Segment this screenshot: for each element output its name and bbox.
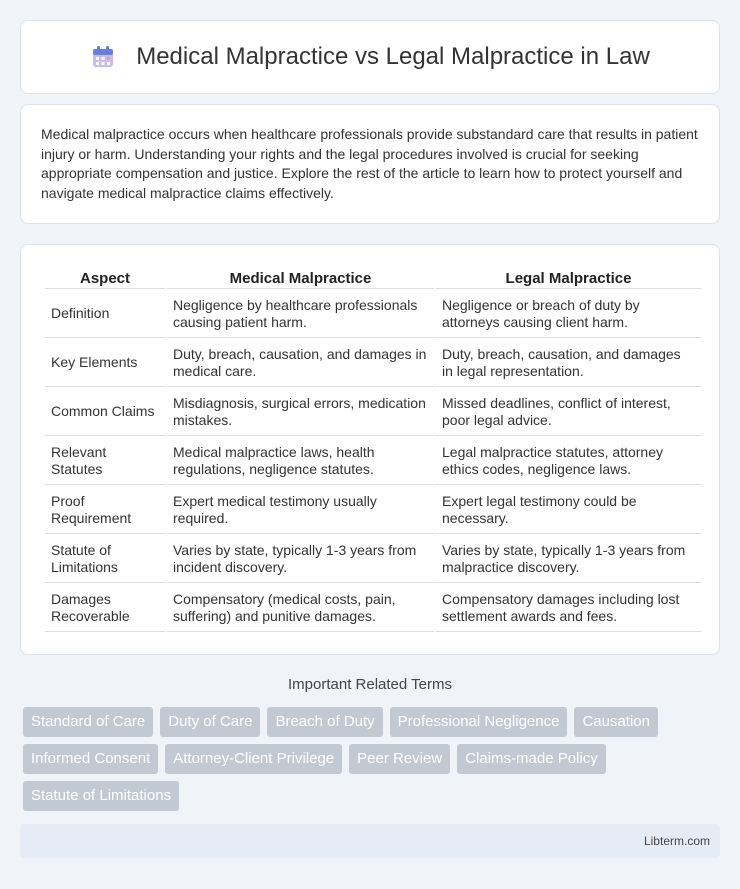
row-medical: Medical malpractice laws, health regulations, negligence statutes. [167, 438, 434, 485]
header-aspect: Aspect [45, 267, 165, 289]
row-medical: Duty, breach, causation, and damages in medical care. [167, 340, 434, 387]
tag-peer-review[interactable]: Peer Review [349, 744, 450, 774]
row-aspect: Statute of Limitations [45, 536, 165, 583]
comparison-table [43, 265, 703, 634]
table-row [45, 487, 701, 534]
row-aspect: Definition [45, 291, 165, 338]
row-medical: Compensatory (medical costs, pain, suffering) and punitive damages. [167, 585, 434, 632]
row-legal: Legal malpractice statutes, attorney ethics codes, negligence laws. [436, 438, 701, 485]
row-aspect: Damages Recoverable [45, 585, 165, 632]
row-medical: Misdiagnosis, surgical errors, medication mistakes. [167, 389, 434, 436]
comparison-table-card [20, 244, 720, 655]
tag-claims-made-policy[interactable]: Claims-made Policy [457, 744, 606, 774]
intro-card [20, 104, 720, 224]
footer-site-link[interactable]: Libterm.com [643, 834, 710, 848]
tag-attorney-client-privilege[interactable]: Attorney-Client Privilege [165, 744, 342, 774]
row-aspect: Proof Requirement [45, 487, 165, 534]
title-card [20, 20, 720, 94]
row-legal: Expert legal testimony could be necessary. [436, 487, 701, 534]
row-legal: Varies by state, typically 1-3 years from malpractice discovery. [436, 536, 701, 583]
row-aspect: Common Claims [45, 389, 165, 436]
row-legal: Negligence or breach of duty by attorneys causing client harm. [436, 291, 701, 338]
row-medical: Negligence by healthcare professionals causing patient harm. [167, 291, 434, 338]
tag-standard-of-care[interactable]: Standard of Care [23, 707, 153, 737]
row-aspect: Key Elements [45, 340, 165, 387]
tag-statute-of-limitations[interactable]: Statute of Limitations [23, 781, 179, 811]
table-row [45, 536, 701, 583]
related-terms-list [23, 707, 723, 818]
table-row [45, 389, 701, 436]
intro-text: Medical malpractice occurs when healthcare professionals provide substandard care that results in patient injury or harm. Understanding your rights and the legal procedures involved is crucial for seeking appropriate compensation and justice. Explore the rest of the article to learn how to protect yourself and navigate medical malpractice claims effectively. [41, 126, 698, 201]
tag-causation[interactable]: Causation [574, 707, 658, 737]
header-legal: Legal Malpractice [436, 267, 701, 289]
related-terms-title: Important Related Terms [288, 676, 452, 693]
row-legal: Compensatory damages including lost settlement awards and fees. [436, 585, 701, 632]
table-row [45, 291, 701, 338]
tag-informed-consent[interactable]: Informed Consent [23, 744, 158, 774]
table-row [45, 585, 701, 632]
tag-breach-of-duty[interactable]: Breach of Duty [267, 707, 382, 737]
table-row [45, 340, 701, 387]
row-legal: Duty, breach, causation, and damages in legal representation. [436, 340, 701, 387]
calendar-icon [90, 44, 116, 70]
page-title: Medical Malpractice vs Legal Malpractice in Law [136, 43, 650, 70]
table-header-row [45, 267, 701, 289]
tag-duty-of-care[interactable]: Duty of Care [160, 707, 260, 737]
row-legal: Missed deadlines, conflict of interest, poor legal advice. [436, 389, 701, 436]
row-aspect: Relevant Statutes [45, 438, 165, 485]
row-medical: Expert medical testimony usually required. [167, 487, 434, 534]
tag-professional-negligence[interactable]: Professional Negligence [390, 707, 568, 737]
footer [20, 824, 720, 858]
row-medical: Varies by state, typically 1-3 years from incident discovery. [167, 536, 434, 583]
table-row [45, 438, 701, 485]
header-medical: Medical Malpractice [167, 267, 434, 289]
